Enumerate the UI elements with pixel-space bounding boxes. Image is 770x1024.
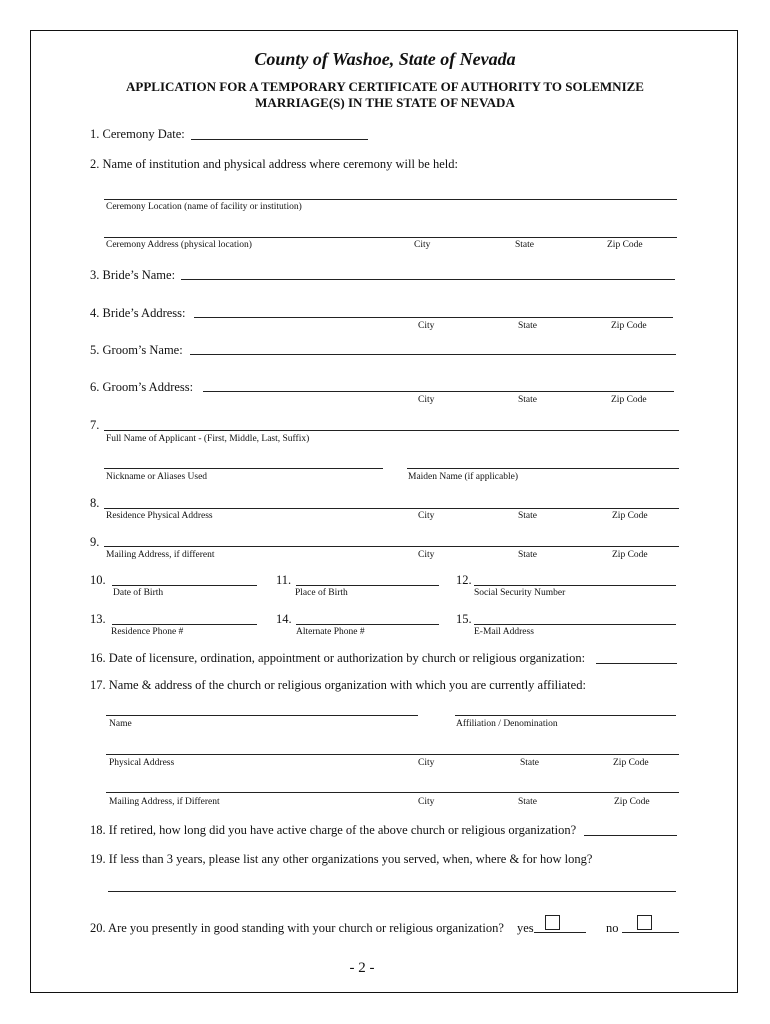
zip-caption: Zip Code — [614, 797, 650, 807]
brides-name-label: 3. Bride’s Name: — [90, 268, 176, 282]
residence-phone-field[interactable] — [112, 624, 257, 625]
church-mailing-address-caption: Mailing Address, if Different — [109, 797, 220, 807]
brides-address-label: 4. Bride’s Address: — [90, 306, 186, 320]
applicant-full-name-caption: Full Name of Applicant - (First, Middle, Last, Suffix) — [106, 434, 310, 444]
city-caption: City — [418, 797, 435, 807]
place-of-birth-caption: Place of Birth — [295, 588, 348, 598]
zip-caption: Zip Code — [607, 240, 643, 250]
state-caption: State — [518, 511, 537, 521]
maiden-name-caption: Maiden Name (if applicable) — [408, 472, 518, 482]
church-mailing-address-field[interactable] — [106, 792, 679, 793]
affiliation-caption: Affiliation / Denomination — [456, 719, 558, 729]
residence-address-caption: Residence Physical Address — [106, 511, 213, 521]
yes-underline — [534, 932, 586, 933]
ceremony-location-caption: Ceremony Location (name of facility or institution) — [106, 202, 302, 212]
q11-number: 11. — [276, 573, 292, 587]
date-of-birth-field[interactable] — [112, 585, 257, 586]
page-number: - 2 - — [349, 960, 375, 976]
residence-phone-caption: Residence Phone # — [111, 627, 184, 637]
form-heading-line-1: APPLICATION FOR A TEMPORARY CERTIFICATE OF AUTHORITY TO SOLEMNIZE — [126, 79, 644, 94]
brides-address-field[interactable] — [194, 317, 673, 318]
city-caption: City — [418, 550, 435, 560]
q9-number: 9. — [90, 535, 100, 549]
church-name-caption: Name — [109, 719, 132, 729]
city-caption: City — [418, 395, 435, 405]
grooms-address-field[interactable] — [203, 391, 674, 392]
q15-number: 15. — [456, 612, 472, 626]
no-checkbox[interactable] — [637, 915, 652, 930]
affiliation-field[interactable] — [455, 715, 676, 716]
grooms-address-label: 6. Groom’s Address: — [90, 380, 194, 394]
zip-caption: Zip Code — [612, 550, 648, 560]
city-caption: City — [414, 240, 431, 250]
ceremony-date-label: 1. Ceremony Date: — [90, 127, 185, 141]
grooms-name-field[interactable] — [190, 354, 676, 355]
church-physical-address-caption: Physical Address — [109, 758, 175, 768]
church-physical-address-field[interactable] — [106, 754, 679, 755]
date-of-birth-caption: Date of Birth — [113, 588, 164, 598]
yes-option-label: yes — [517, 921, 534, 935]
city-caption: City — [418, 321, 435, 331]
mailing-address-field[interactable] — [104, 546, 679, 547]
ceremony-address-caption: Ceremony Address (physical location) — [106, 240, 252, 250]
state-caption: State — [515, 240, 534, 250]
page-title: County of Washoe, State of Nevada — [254, 49, 516, 69]
q7-number: 7. — [90, 418, 100, 432]
state-caption: State — [518, 395, 537, 405]
ssn-caption: Social Security Number — [474, 588, 566, 598]
alternate-phone-caption: Alternate Phone # — [296, 627, 365, 637]
no-option-label: no — [606, 921, 619, 935]
other-organizations-field[interactable] — [108, 891, 676, 892]
church-name-field[interactable] — [106, 715, 418, 716]
maiden-name-field[interactable] — [407, 468, 679, 469]
ceremony-place-question: 2. Name of institution and physical address where ceremony will be held: — [90, 157, 458, 171]
q13-number: 13. — [90, 612, 106, 626]
no-underline — [622, 932, 679, 933]
ssn-field[interactable] — [474, 585, 676, 586]
ceremony-date-field[interactable] — [191, 139, 368, 140]
alternate-phone-field[interactable] — [296, 624, 439, 625]
good-standing-question: 20. Are you presently in good standing with your church or religious organization? — [90, 921, 504, 935]
licensure-date-label: 16. Date of licensure, ordination, appointment or authorization by church or religious organization: — [90, 651, 586, 665]
grooms-name-label: 5. Groom’s Name: — [90, 343, 183, 357]
place-of-birth-field[interactable] — [296, 585, 439, 586]
email-caption: E-Mail Address — [474, 627, 534, 637]
retired-duration-label: 18. If retired, how long did you have active charge of the above church or religious organization? — [90, 823, 577, 837]
state-caption: State — [518, 550, 537, 560]
ceremony-address-field[interactable] — [104, 237, 677, 238]
city-caption: City — [418, 511, 435, 521]
brides-name-field[interactable] — [181, 279, 675, 280]
yes-checkbox[interactable] — [545, 915, 560, 930]
q14-number: 14. — [276, 612, 292, 626]
mailing-address-caption: Mailing Address, if different — [106, 550, 215, 560]
q12-number: 12. — [456, 573, 472, 587]
licensure-date-field[interactable] — [596, 663, 677, 664]
other-organizations-label: 19. If less than 3 years, please list any other organizations you served, when, where & for how long? — [90, 852, 593, 866]
church-affiliation-question: 17. Name & address of the church or religious organization with which you are currently affiliated: — [90, 678, 586, 692]
zip-caption: Zip Code — [611, 395, 647, 405]
zip-caption: Zip Code — [613, 758, 649, 768]
retired-duration-field[interactable] — [584, 835, 677, 836]
ceremony-location-field[interactable] — [104, 199, 677, 200]
q10-number: 10. — [90, 573, 106, 587]
applicant-full-name-field[interactable] — [104, 430, 679, 431]
q8-number: 8. — [90, 496, 100, 510]
state-caption: State — [520, 758, 539, 768]
state-caption: State — [518, 321, 537, 331]
form-heading-line-2: MARRIAGE(S) IN THE STATE OF NEVADA — [255, 95, 515, 110]
city-caption: City — [418, 758, 435, 768]
email-field[interactable] — [474, 624, 676, 625]
zip-caption: Zip Code — [611, 321, 647, 331]
residence-address-field[interactable] — [104, 508, 679, 509]
state-caption: State — [518, 797, 537, 807]
nickname-field[interactable] — [104, 468, 383, 469]
nickname-caption: Nickname or Aliases Used — [106, 472, 208, 482]
zip-caption: Zip Code — [612, 511, 648, 521]
